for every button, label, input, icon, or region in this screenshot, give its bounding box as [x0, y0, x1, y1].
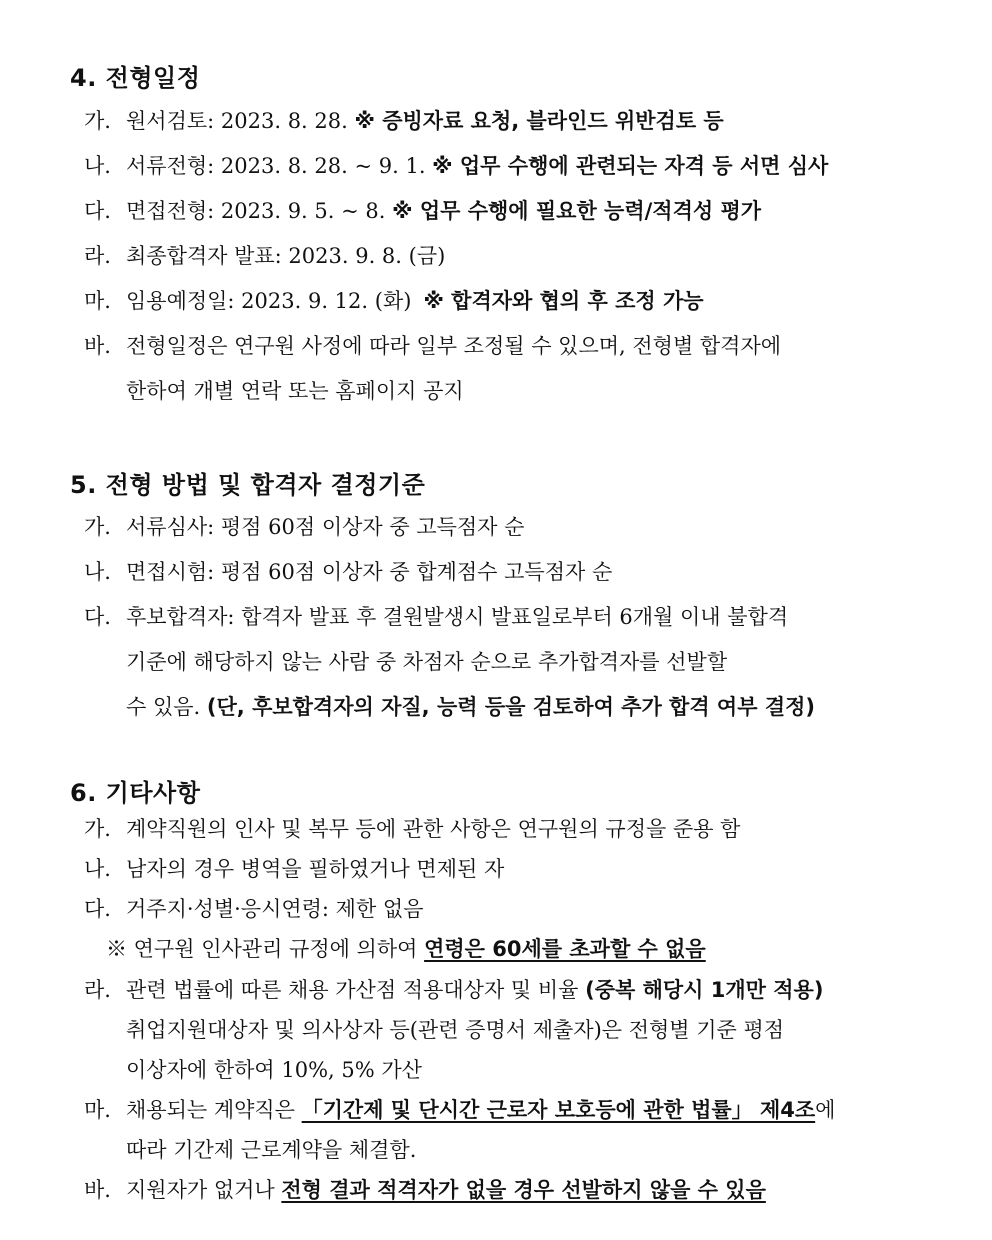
section-4-item-c — [84, 196, 944, 226]
item-marker: 다. — [84, 199, 111, 223]
section-4-item-f — [84, 331, 944, 361]
item-marker: 라. — [84, 244, 111, 268]
item-text: 서류심사: 평점 60점 이상자 중 고득점자 순 — [126, 515, 525, 539]
section-6-item-d — [84, 975, 944, 1005]
item-text: 임용예정일: 2023. 9. 12. (화) — [126, 289, 412, 313]
section-4-item-f-continuation: 한하여 개별 연락 또는 홈페이지 공지 — [126, 379, 464, 403]
item-marker: 바. — [84, 334, 111, 358]
item-text: 거주지·성별·응시연령: 제한 없음 — [126, 897, 424, 921]
section-6-item-d-continuation-2: 이상자에 한하여 10%, 5% 가산 — [126, 1058, 422, 1082]
item-note: ※ 업무 수행에 필요한 능력/적격성 평가 — [392, 199, 762, 223]
item-text: 남자의 경우 병역을 필하였거나 면제된 자 — [126, 857, 505, 881]
section-5-item-c-continuation-2 — [126, 692, 986, 722]
item-text: 지원자가 없거나 — [126, 1178, 282, 1202]
item-marker: 라. — [84, 978, 111, 1002]
item-text: 채용되는 계약직은 — [126, 1098, 302, 1122]
item-tail: 에 — [815, 1098, 836, 1122]
section-5-item-b — [84, 557, 944, 587]
item-marker: 다. — [84, 605, 111, 629]
item-text: 계약직원의 인사 및 복무 등에 관한 사항은 연구원의 규정을 준용 함 — [126, 817, 741, 841]
section-4-item-e — [84, 286, 944, 316]
item-marker: 나. — [84, 560, 111, 584]
item-marker: 마. — [84, 1098, 111, 1122]
section-4-title: 4. 전형일정 — [70, 64, 201, 92]
item-note: (중복 해당시 1개만 적용) — [585, 978, 824, 1002]
item-text: 면접전형: 2023. 9. 5. ~ 8. — [126, 199, 393, 223]
section-6-item-d-continuation-1: 취업지원대상자 및 의사상자 등(관련 증명서 제출자)은 전형별 기준 평점 — [126, 1018, 785, 1042]
note-text: ※ 연구원 인사관리 규정에 의하여 — [106, 937, 425, 961]
section-5-item-c-continuation-1: 기준에 해당하지 않는 사람 중 차점자 순으로 추가합격자를 선발할 — [126, 650, 728, 674]
section-6-title: 6. 기타사항 — [70, 779, 201, 807]
item-text: 원서검토: 2023. 8. 28. — [126, 109, 355, 133]
section-5-item-a — [84, 512, 944, 542]
item-marker: 마. — [84, 289, 111, 313]
item-note: (단, 후보합격자의 자질, 능력 등을 검토하여 추가 합격 여부 결정) — [206, 695, 815, 719]
item-text: 후보합격자: 합격자 발표 후 결원발생시 발표일로부터 6개월 이내 불합격 — [126, 605, 789, 629]
section-4-item-d — [84, 241, 944, 271]
section-6-item-e — [84, 1095, 944, 1125]
section-6-item-c — [84, 894, 944, 924]
section-6-item-b — [84, 854, 944, 884]
section-4-item-a — [84, 106, 944, 136]
item-marker: 나. — [84, 154, 111, 178]
item-marker: 다. — [84, 897, 111, 921]
section-5-title: 5. 전형 방법 및 합격자 결정기준 — [70, 471, 426, 499]
item-note: 전형 결과 적격자가 없을 경우 선발하지 않을 수 있음 — [281, 1178, 766, 1202]
item-text: 관련 법률에 따른 채용 가산점 적용대상자 및 비율 — [126, 978, 586, 1002]
item-marker: 나. — [84, 857, 111, 881]
item-marker: 바. — [84, 1178, 111, 1202]
item-marker: 가. — [84, 817, 111, 841]
item-text: 수 있음. — [126, 695, 207, 719]
item-text: 면접시험: 평점 60점 이상자 중 합계점수 고득점자 순 — [126, 560, 613, 584]
law-reference: 「기간제 및 단시간 근로자 보호등에 관한 법률」 제4조 — [301, 1098, 816, 1122]
item-note: ※ 증빙자료 요청, 블라인드 위반검토 등 — [354, 109, 724, 133]
item-note: ※ 업무 수행에 관련되는 자격 등 서면 심사 — [432, 154, 829, 178]
section-6-item-c-note — [106, 934, 966, 964]
section-5-item-c — [84, 602, 944, 632]
section-6-item-f — [84, 1175, 944, 1205]
item-marker: 가. — [84, 515, 111, 539]
item-marker: 가. — [84, 109, 111, 133]
section-4-item-b — [84, 151, 944, 181]
item-text: 서류전형: 2023. 8. 28. ~ 9. 1. — [126, 154, 433, 178]
age-limit-note: 연령은 60세를 초과할 수 없음 — [424, 937, 706, 961]
item-text: 최종합격자 발표: 2023. 9. 8. (금) — [126, 244, 446, 268]
section-6-item-e-continuation: 따라 기간제 근로계약을 체결함. — [126, 1138, 417, 1162]
item-note: ※ 합격자와 협의 후 조정 가능 — [423, 289, 704, 313]
item-text: 전형일정은 연구원 사정에 따라 일부 조정될 수 있으며, 전형별 합격자에 — [126, 334, 782, 358]
section-6-item-a — [84, 814, 944, 844]
